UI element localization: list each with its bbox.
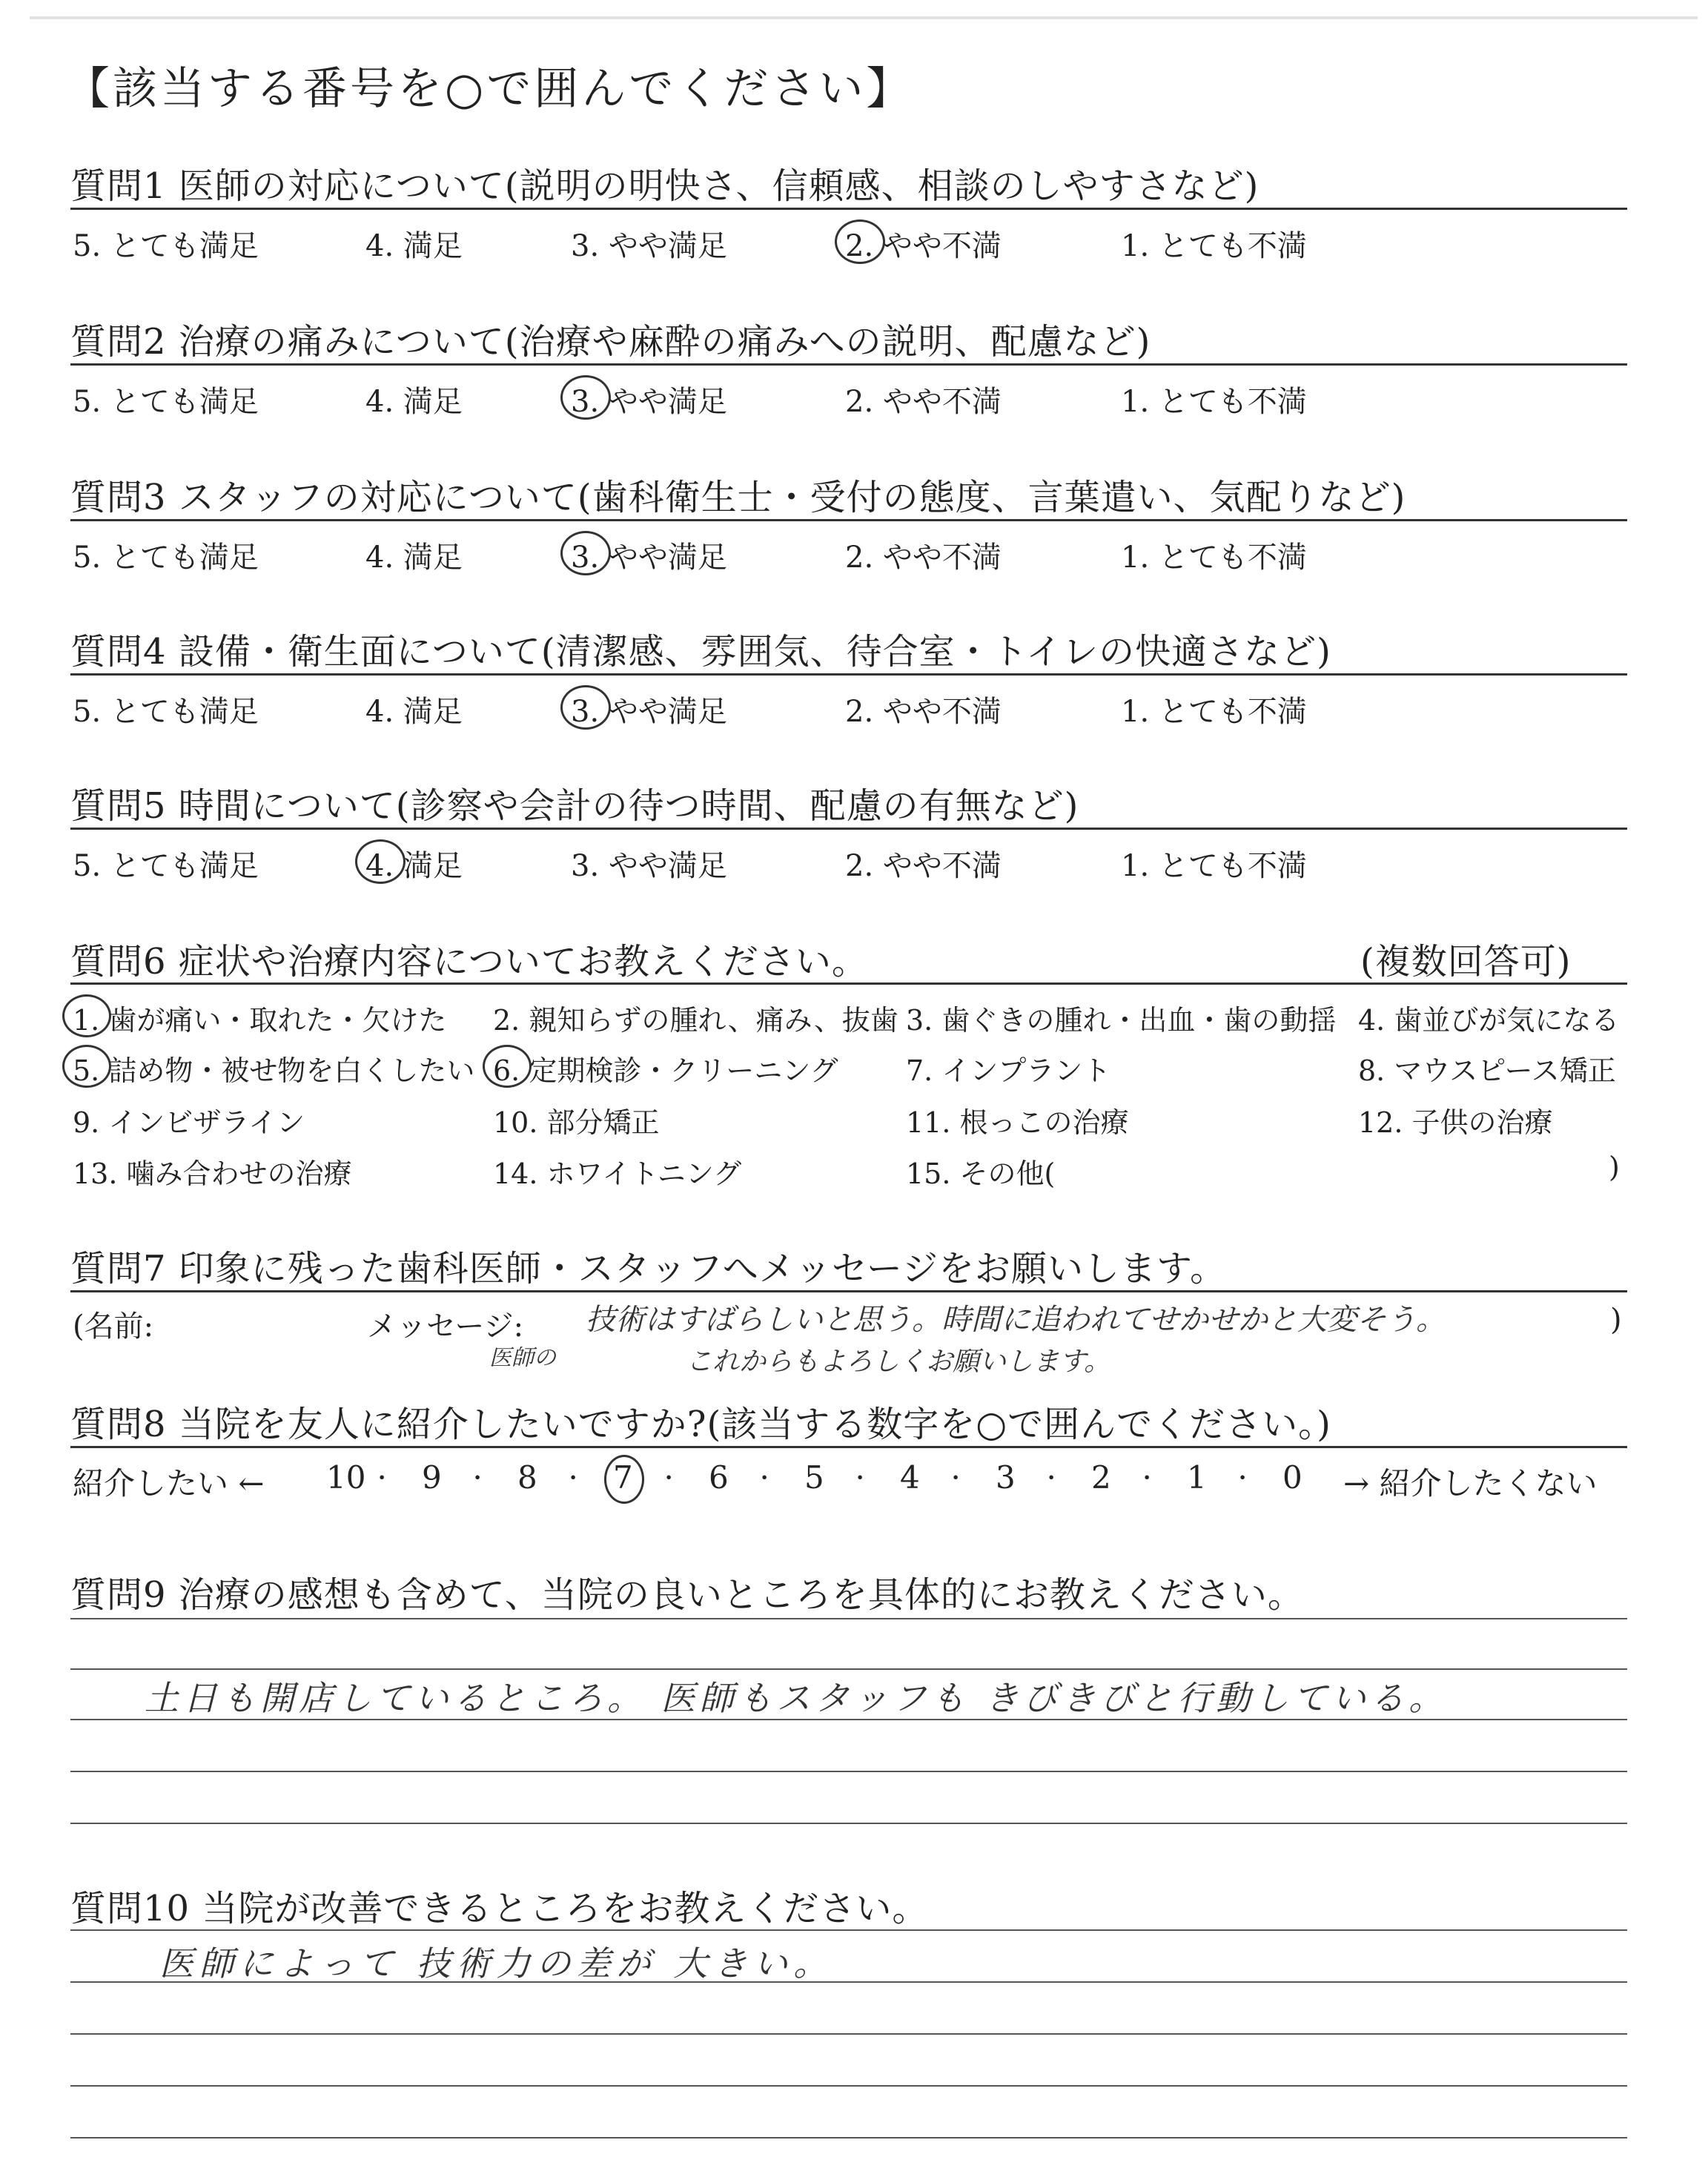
q6-title: 質問6 症状や治療内容についてお教えください。	[70, 941, 868, 982]
q5-option-2[interactable]: 2. やや不満	[845, 849, 1002, 883]
q9-line-4	[70, 1771, 1627, 1772]
q5-option-4[interactable]: 4. 満足	[365, 849, 463, 883]
q2-option-4[interactable]: 4. 満足	[365, 385, 463, 419]
q8-rule	[70, 1446, 1627, 1448]
q5-title: 質問5 時間について(診察や会計の待つ時間、配慮の有無など)	[70, 785, 1079, 827]
q8-scale-separator: ·	[759, 1459, 769, 1496]
q8-scale-7[interactable]: 7	[613, 1459, 633, 1496]
q6-option-9[interactable]: 9. インビザライン	[73, 1106, 305, 1139]
q7-close-paren: )	[1610, 1303, 1622, 1337]
q8-scale-separator: ·	[1142, 1459, 1152, 1496]
q8-title: 質問8 当院を友人に紹介したいですか?(該当する数字を○で囲んでください。)	[70, 1404, 1331, 1445]
q8-scale-separator: ·	[855, 1459, 865, 1496]
q9-line-5	[70, 1823, 1627, 1824]
q6-selection-circle	[483, 1045, 532, 1088]
q9-line-1	[70, 1618, 1627, 1619]
q6-selection-circle	[62, 994, 111, 1037]
q2-option-2[interactable]: 2. やや不満	[845, 385, 1002, 419]
q3-option-3[interactable]: 3. やや満足	[571, 541, 727, 575]
q6-option-5[interactable]: 5. 詰め物・被せ物を白くしたい	[73, 1054, 475, 1087]
q7-message-label: メッセージ:	[367, 1309, 524, 1344]
q8-right-label: → 紹介したくない	[1343, 1465, 1598, 1502]
q4-option-5[interactable]: 5. とても満足	[73, 695, 259, 729]
q4-option-1[interactable]: 1. とても不満	[1121, 695, 1307, 729]
q6-option-3[interactable]: 3. 歯ぐきの腫れ・出血・歯の動揺	[906, 1004, 1337, 1037]
q3-rule	[70, 519, 1627, 521]
q3-option-2[interactable]: 2. やや不満	[845, 541, 1002, 575]
q6-note: (複数回答可)	[1360, 941, 1572, 982]
q4-option-4[interactable]: 4. 満足	[365, 695, 463, 729]
q6-selection-circle	[62, 1045, 111, 1088]
q8-scale-8[interactable]: 8	[517, 1459, 537, 1496]
q7-handwritten-line1: 技術はすばらしいと思う。時間に追われてせかせかと大変そう。	[586, 1303, 1446, 1337]
q10-line-1	[70, 1929, 1627, 1931]
q1-title: 質問1 医師の対応について(説明の明快さ、信頼感、相談のしやすさなど)	[70, 165, 1260, 207]
q6-other-close-paren: )	[1609, 1151, 1620, 1183]
q6-option-8[interactable]: 8. マウスピース矯正	[1358, 1054, 1616, 1087]
q8-scale-3[interactable]: 3	[996, 1459, 1016, 1496]
q8-scale-separator: ·	[1046, 1459, 1056, 1496]
q8-scale-5[interactable]: 5	[804, 1459, 824, 1496]
q10-title: 質問10 当院が改善できるところをお教えください。	[70, 1888, 929, 1929]
q8-scale-6[interactable]: 6	[709, 1459, 729, 1496]
q8-scale-2[interactable]: 2	[1091, 1459, 1111, 1496]
q9-title: 質問9 治療の感想も含めて、当院の良いところを具体的にお教えください。	[70, 1574, 1304, 1616]
q8-scale-0[interactable]: 0	[1282, 1459, 1302, 1496]
q8-left-label: 紹介したい ←	[73, 1465, 265, 1502]
q8-scale-10[interactable]: 10	[326, 1459, 366, 1496]
q3-option-5[interactable]: 5. とても満足	[73, 541, 259, 575]
q3-title: 質問3 スタッフの対応について(歯科衛生士・受付の態度、言葉遣い、気配りなど)	[70, 477, 1406, 518]
q2-selection-circle	[560, 375, 611, 420]
q6-option-1[interactable]: 1. 歯が痛い・取れた・欠けた	[73, 1004, 447, 1037]
q9-line-2	[70, 1668, 1627, 1670]
q6-rule	[70, 982, 1627, 985]
q7-name-label: (名前:	[73, 1309, 154, 1344]
q6-option-2[interactable]: 2. 親知らずの腫れ、痛み、抜歯	[493, 1004, 898, 1037]
q5-rule	[70, 828, 1627, 830]
q8-scale-4[interactable]: 4	[900, 1459, 920, 1496]
q8-scale-separator: ·	[663, 1459, 674, 1496]
q3-selection-circle	[560, 531, 611, 575]
q8-selection-circle	[604, 1455, 644, 1504]
q1-option-1[interactable]: 1. とても不満	[1121, 229, 1307, 263]
q3-option-1[interactable]: 1. とても不満	[1121, 541, 1307, 575]
q2-rule	[70, 363, 1627, 366]
q2-option-5[interactable]: 5. とても満足	[73, 385, 259, 419]
q7-handwritten-name: 医師の	[489, 1345, 556, 1371]
q2-option-3[interactable]: 3. やや満足	[571, 385, 727, 419]
q8-scale-9[interactable]: 9	[422, 1459, 442, 1496]
q4-title: 質問4 設備・衛生面について(清潔感、雰囲気、待合室・トイレの快適さなど)	[70, 631, 1331, 673]
q4-selection-circle	[560, 685, 611, 730]
q3-option-4[interactable]: 4. 満足	[365, 541, 463, 575]
q6-option-4[interactable]: 4. 歯並びが気になる	[1358, 1004, 1620, 1037]
q10-line-4	[70, 2085, 1627, 2087]
q8-scale-1[interactable]: 1	[1187, 1459, 1207, 1496]
q2-title: 質問2 治療の痛みについて(治療や麻酔の痛みへの説明、配慮など)	[70, 321, 1151, 363]
q6-option-15[interactable]: 15. その他(	[906, 1157, 1056, 1190]
q9-handwritten-answer: 土日も開店しているところ。 医師もスタッフも きびきびと行動している。	[145, 1678, 1448, 1718]
q4-option-2[interactable]: 2. やや不満	[845, 695, 1002, 729]
q5-option-1[interactable]: 1. とても不満	[1121, 849, 1307, 883]
q2-option-1[interactable]: 1. とても不満	[1121, 385, 1307, 419]
q7-handwritten-line2: これからもよろしくお願いします。	[686, 1347, 1111, 1377]
q6-option-12[interactable]: 12. 子供の治療	[1358, 1106, 1553, 1139]
q6-option-7[interactable]: 7. インプラント	[906, 1054, 1111, 1087]
q1-selection-circle	[835, 219, 885, 264]
page-top-edge	[30, 16, 1698, 19]
q7-rule	[70, 1290, 1627, 1292]
q4-rule	[70, 673, 1627, 676]
q5-option-5[interactable]: 5. とても満足	[73, 849, 259, 883]
q1-option-4[interactable]: 4. 満足	[365, 229, 463, 263]
q1-option-3[interactable]: 3. やや満足	[571, 229, 727, 263]
q6-option-14[interactable]: 14. ホワイトニング	[493, 1157, 742, 1190]
q8-scale-separator: ·	[472, 1459, 483, 1496]
q10-handwritten-answer: 医師によって 技術力の差が 大きい。	[159, 1943, 834, 1984]
q1-option-5[interactable]: 5. とても満足	[73, 229, 259, 263]
q6-option-6[interactable]: 6. 定期検診・クリーニング	[493, 1054, 838, 1087]
q8-scale-separator: ·	[950, 1459, 961, 1496]
q5-option-3[interactable]: 3. やや満足	[571, 849, 727, 883]
instruction-heading: 【該当する番号を○で囲んでください】	[65, 63, 914, 115]
q10-line-5	[70, 2137, 1627, 2138]
q6-option-13[interactable]: 13. 噛み合わせの治療	[73, 1157, 352, 1190]
q8-scale-separator: ·	[568, 1459, 578, 1496]
q8-scale-separator: ·	[1237, 1459, 1248, 1496]
q4-option-3[interactable]: 3. やや満足	[571, 695, 727, 729]
q8-scale-separator: ·	[377, 1459, 387, 1496]
q1-rule	[70, 208, 1627, 210]
q1-option-2[interactable]: 2. やや不満	[845, 229, 1002, 263]
q6-option-10[interactable]: 10. 部分矯正	[493, 1106, 660, 1139]
q5-selection-circle	[355, 839, 406, 884]
q6-option-11[interactable]: 11. 根っこの治療	[906, 1106, 1129, 1139]
q10-line-3	[70, 2033, 1627, 2035]
q7-title: 質問7 印象に残った歯科医師・スタッフへメッセージをお願いします。	[70, 1248, 1227, 1289]
